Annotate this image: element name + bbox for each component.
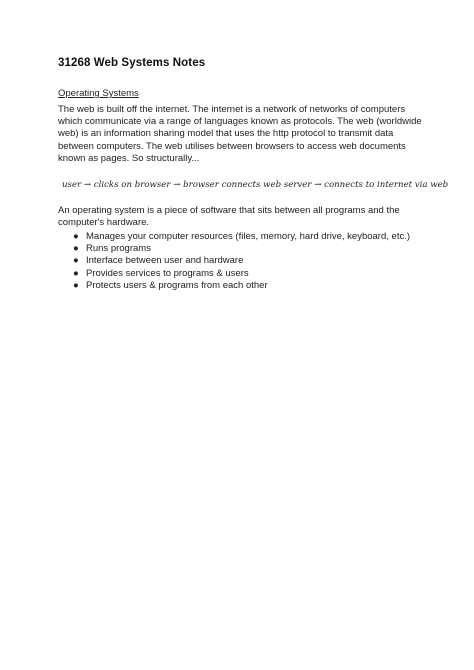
bullet-icon: ●	[73, 267, 79, 279]
bullet-icon: ●	[73, 279, 79, 291]
list-item	[58, 268, 410, 280]
bullet-icon: ●	[73, 255, 79, 267]
document-title: 31268 Web Systems Notes	[58, 57, 206, 69]
list-item-text: Provides services to programs & users	[86, 267, 249, 279]
list-item	[58, 231, 410, 243]
list-item-text: Runs programs	[86, 243, 151, 255]
paragraph-web-intro: The web is built off the internet. The internet is a network of networks of computers which communicate via a range of languages known as protocols. The web (worldwide web) is an information sharing model that uses the http protocol to transmit data between computers. The web utilises between browsers to access web documents known as pages. So structurally...	[58, 104, 422, 164]
list-item-text: Interface between user and hardware	[86, 255, 244, 267]
bullet-list	[58, 231, 410, 292]
paragraph-os-definition: An operating system is a piece of software that sits between all programs and the computer's hardware.	[58, 205, 400, 229]
bullet-icon: ●	[73, 243, 79, 255]
section-heading: Operating Systems	[58, 88, 139, 99]
list-item	[58, 280, 410, 292]
flow-line: user → clicks on browser → browser connects web server → connects to internet via web	[62, 180, 449, 190]
bullet-icon: ●	[73, 231, 79, 242]
list-item	[58, 243, 410, 255]
list-item-text: Manages your computer resources (files, memory, hard drive, keyboard, etc.)	[86, 231, 411, 242]
list-item-text: Protects users & programs from each other	[86, 279, 268, 291]
list-item	[58, 255, 410, 267]
